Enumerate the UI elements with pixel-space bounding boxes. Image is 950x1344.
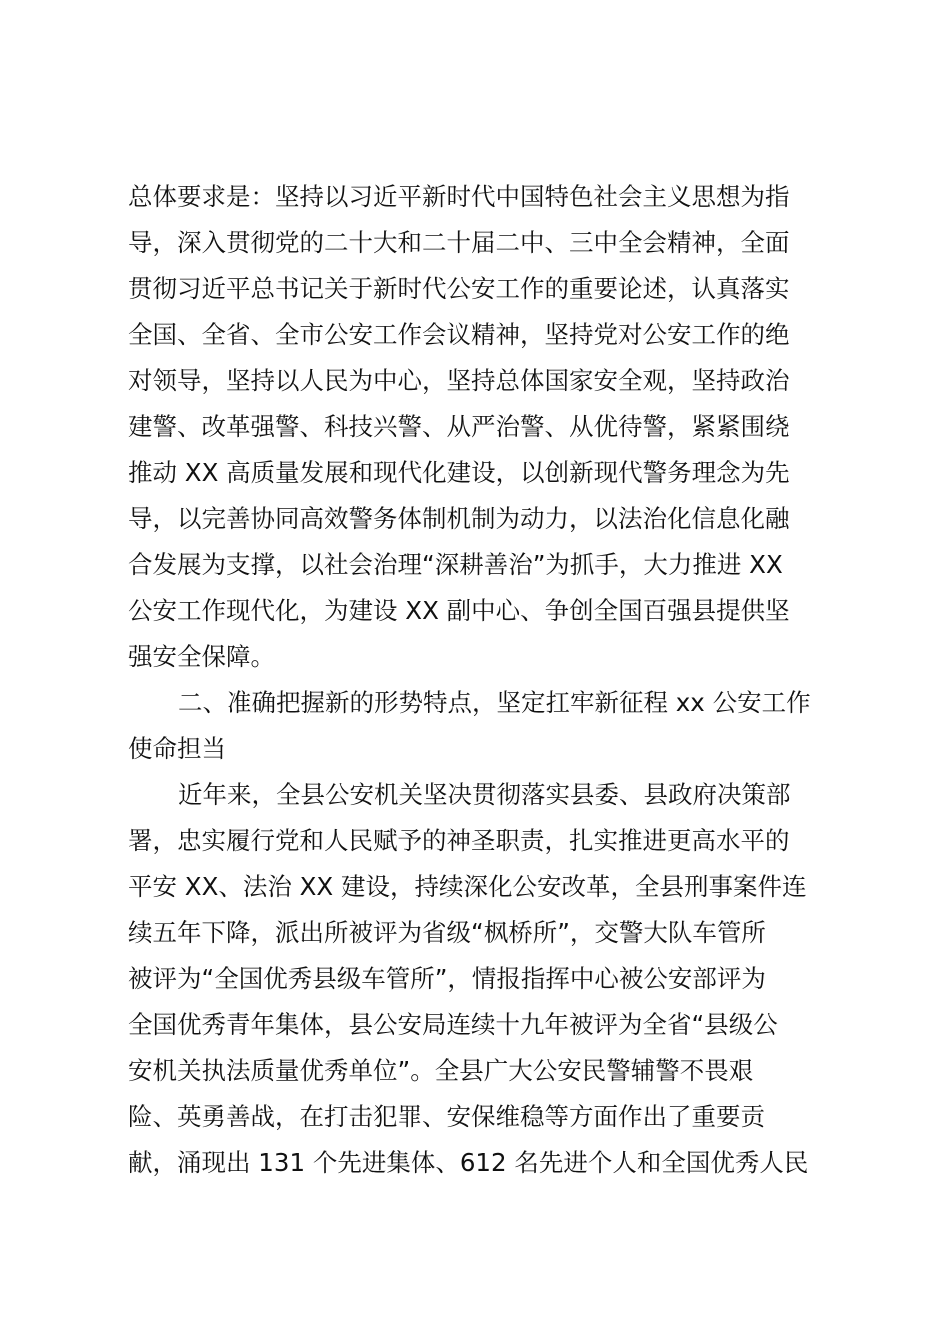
section-heading: 二、准确把握新的形势特点，坚定扛牢新征程 xx 公安工作 xyxy=(178,688,811,717)
paragraph-line: 平安 XX、法治 XX 建设，持续深化公安改革，全县刑事案件连 xyxy=(128,872,807,901)
paragraph-line: 对领导，坚持以人民为中心，坚持总体国家安全观，坚持政治 xyxy=(128,366,790,395)
paragraph-line: 近年来，全县公安机关坚决贯彻落实县委、县政府决策部 xyxy=(178,780,791,809)
paragraph-line: 献，涌现出 131 个先进集体、612 名先进个人和全国优秀人民 xyxy=(128,1148,809,1177)
paragraph-line: 强安全保障。 xyxy=(128,642,275,671)
paragraph-line: 安机关执法质量优秀单位”。全县广大公安民警辅警不畏艰 xyxy=(128,1056,754,1085)
paragraph-line: 建警、改革强警、科技兴警、从严治警、从优待警，紧紧围绕 xyxy=(128,412,790,441)
paragraph-line: 被评为“全国优秀县级车管所”，情报指挥中心被公安部评为 xyxy=(128,964,766,993)
paragraph-line: 导，以完善协同高效警务体制机制为动力，以法治化信息化融 xyxy=(128,504,790,533)
paragraph-line: 合发展为支撑，以社会治理“深耕善治”为抓手，大力推进 XX xyxy=(128,550,783,579)
paragraph-line: 全国优秀青年集体，县公安局连续十九年被评为全省“县级公 xyxy=(128,1010,778,1039)
paragraph-line: 险、英勇善战，在打击犯罪、安保维稳等方面作出了重要贡 xyxy=(128,1102,765,1131)
paragraph-line: 全国、全省、全市公安工作会议精神，坚持党对公安工作的绝 xyxy=(128,320,790,349)
paragraph-line: 公安工作现代化，为建设 XX 副中心、争创全国百强县提供坚 xyxy=(128,596,790,625)
paragraph-line: 署，忠实履行党和人民赋予的神圣职责，扎实推进更高水平的 xyxy=(128,826,790,855)
paragraph-line: 导，深入贯彻党的二十大和二十届二中、三中全会精神，全面 xyxy=(128,228,790,257)
paragraph-line: 贯彻习近平总书记关于新时代公安工作的重要论述，认真落实 xyxy=(128,274,790,303)
paragraph-line: 总体要求是：坚持以习近平新时代中国特色社会主义思想为指 xyxy=(128,182,790,211)
paragraph-line: 推动 XX 高质量发展和现代化建设，以创新现代警务理念为先 xyxy=(128,458,790,487)
section-heading-continued: 使命担当 xyxy=(128,734,226,763)
paragraph-line: 续五年下降，派出所被评为省级“枫桥所”，交警大队车管所 xyxy=(128,918,766,947)
